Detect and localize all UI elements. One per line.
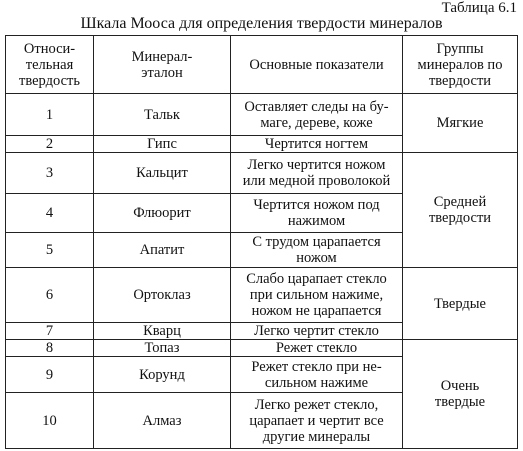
indicator-cell: Режет стекло — [231, 340, 403, 357]
mineral-cell: Ортоклаз — [94, 268, 231, 323]
table-label: Таблица 6.1 — [441, 0, 517, 16]
hardness-cell: 5 — [6, 233, 94, 268]
indicator-cell: Слабо царапает стекло при сильном нажиме, ножом не царапается — [231, 268, 403, 323]
group-cell-very-hard: Очень твердые — [403, 340, 518, 449]
hardness-cell: 1 — [6, 94, 94, 136]
table-row — [6, 268, 518, 323]
hardness-cell: 9 — [6, 357, 94, 393]
hardness-cell: 8 — [6, 340, 94, 357]
hardness-cell: 4 — [6, 194, 94, 233]
mineral-cell: Кальцит — [94, 153, 231, 194]
hardness-cell: 7 — [6, 323, 94, 340]
mineral-cell: Топаз — [94, 340, 231, 357]
indicator-cell: Чертится ногтем — [231, 136, 403, 153]
indicator-cell: Оставляет следы на бу- маге, дереве, коже — [231, 94, 403, 136]
header-row — [6, 36, 518, 94]
mineral-cell: Тальк — [94, 94, 231, 136]
mineral-cell: Корунд — [94, 357, 231, 393]
indicator-cell: Режет стекло при не- сильном нажиме — [231, 357, 403, 393]
mineral-cell: Кварц — [94, 323, 231, 340]
indicator-cell: Легко чертится ножом или медной проволокой — [231, 153, 403, 194]
hardness-cell: 6 — [6, 268, 94, 323]
header-reference-mineral: Минерал- эталон — [94, 36, 231, 94]
indicator-cell: Легко чертит стекло — [231, 323, 403, 340]
header-relative-hardness: Относи- тельная твердость — [6, 36, 94, 94]
table-title: Шкала Мооса для определения твердости минералов — [80, 15, 443, 32]
indicator-cell: С трудом царапается ножом — [231, 233, 403, 268]
header-main-indicators: Основные показатели — [231, 36, 403, 94]
header-hardness-groups: Группы минералов по твердости — [403, 36, 518, 94]
mineral-cell: Гипс — [94, 136, 231, 153]
table-row — [6, 340, 518, 357]
table-row — [6, 94, 518, 136]
mineral-cell: Алмаз — [94, 393, 231, 449]
hardness-cell: 2 — [6, 136, 94, 153]
mineral-cell: Апатит — [94, 233, 231, 268]
group-cell-medium: Средней твердости — [403, 153, 518, 268]
indicator-cell: Легко режет стекло, царапает и чертит все другие минералы — [231, 393, 403, 449]
hardness-cell: 10 — [6, 393, 94, 449]
indicator-cell: Чертится ножом под нажимом — [231, 194, 403, 233]
mineral-cell: Флюорит — [94, 194, 231, 233]
hardness-cell: 3 — [6, 153, 94, 194]
mohs-hardness-table — [5, 35, 518, 449]
table-row — [6, 153, 518, 194]
group-cell-soft: Мягкие — [403, 94, 518, 153]
group-cell-hard: Твердые — [403, 268, 518, 340]
